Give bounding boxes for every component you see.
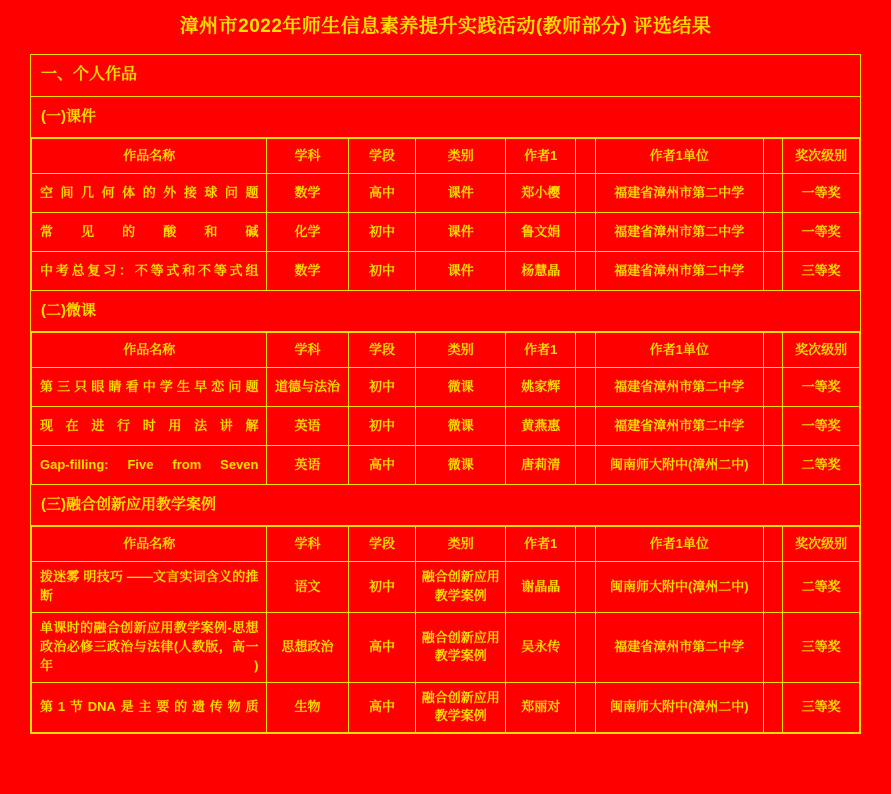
table-row	[32, 682, 860, 733]
cell-author: 谢晶晶	[506, 562, 576, 613]
cell-stage: 初中	[348, 407, 416, 446]
cell-award: 三等奖	[783, 252, 860, 291]
cell-award: 一等奖	[783, 407, 860, 446]
courseware-table	[31, 138, 860, 291]
column-header-blank2	[763, 139, 783, 174]
table-row	[32, 446, 860, 485]
column-header-unit: 作者1单位	[596, 139, 764, 174]
cell-name: 第1节DNA是主要的遗传物质	[32, 682, 267, 733]
column-header-subject: 学科	[267, 139, 348, 174]
cell-blank2	[763, 682, 783, 733]
cell-subject: 数学	[267, 174, 348, 213]
cell-unit: 闽南师大附中(漳州二中)	[596, 562, 764, 613]
cell-blank1	[576, 174, 596, 213]
column-header-blank2	[763, 333, 783, 368]
cell-blank1	[576, 213, 596, 252]
column-header-name: 作品名称	[32, 527, 267, 562]
cell-award: 一等奖	[783, 213, 860, 252]
cell-blank2	[763, 562, 783, 613]
cell-subject: 数学	[267, 252, 348, 291]
cell-subject: 化学	[267, 213, 348, 252]
column-header-name: 作品名称	[32, 139, 267, 174]
cell-award: 二等奖	[783, 446, 860, 485]
cell-type: 课件	[416, 252, 506, 291]
cell-name: 现在进行时用法讲解	[32, 407, 267, 446]
cell-unit: 福建省漳州市第二中学	[596, 174, 764, 213]
column-header-stage: 学段	[348, 527, 416, 562]
cell-author: 鲁文娟	[506, 213, 576, 252]
cell-blank1	[576, 613, 596, 683]
integration-case-table	[31, 526, 860, 733]
column-header-author: 作者1	[506, 139, 576, 174]
cell-name: 第三只眼睛看中学生早恋问题	[32, 368, 267, 407]
column-header-type: 类别	[416, 139, 506, 174]
cell-subject: 英语	[267, 446, 348, 485]
cell-stage: 高中	[348, 446, 416, 485]
cell-type: 微课	[416, 446, 506, 485]
cell-unit: 闽南师大附中(漳州二中)	[596, 446, 764, 485]
cell-subject: 语文	[267, 562, 348, 613]
table-row	[32, 252, 860, 291]
cell-subject: 思想政治	[267, 613, 348, 683]
cell-stage: 高中	[348, 174, 416, 213]
table-row	[32, 407, 860, 446]
subsection-heading-microlesson: (二)微课	[31, 291, 860, 332]
cell-author: 唐莉清	[506, 446, 576, 485]
section-heading-individual: 一、个人作品	[31, 55, 860, 97]
subsection-heading-courseware: (一)课件	[31, 97, 860, 138]
cell-unit: 福建省漳州市第二中学	[596, 368, 764, 407]
page-title: 漳州市2022年师生信息素养提升实践活动(教师部分) 评选结果	[179, 16, 712, 37]
cell-type: 融合创新应用教学案例	[416, 613, 506, 683]
cell-blank2	[763, 213, 783, 252]
cell-blank1	[576, 252, 596, 291]
cell-unit: 闽南师大附中(漳州二中)	[596, 682, 764, 733]
column-header-type: 类别	[416, 527, 506, 562]
cell-name: 空间几何体的外接球问题	[32, 174, 267, 213]
column-header-author: 作者1	[506, 333, 576, 368]
cell-name: Gap-filling: Five from Seven	[32, 446, 267, 485]
cell-award: 三等奖	[783, 613, 860, 683]
cell-blank1	[576, 562, 596, 613]
column-header-subject: 学科	[267, 527, 348, 562]
cell-blank1	[576, 407, 596, 446]
cell-blank2	[763, 252, 783, 291]
results-container	[30, 54, 861, 734]
cell-unit: 福建省漳州市第二中学	[596, 252, 764, 291]
subsection-heading-integration-case: (三)融合创新应用教学案例	[31, 485, 860, 526]
cell-subject: 英语	[267, 407, 348, 446]
cell-blank2	[763, 368, 783, 407]
table-header-row	[32, 139, 860, 174]
cell-name: 拨迷雾 明技巧 ——文言实词含义的推断	[32, 562, 267, 613]
cell-name: 中考总复习：不等式和不等式组	[32, 252, 267, 291]
column-header-blank1	[576, 333, 596, 368]
column-header-award: 奖次级别	[783, 139, 860, 174]
cell-type: 课件	[416, 213, 506, 252]
column-header-blank1	[576, 139, 596, 174]
table-row	[32, 213, 860, 252]
cell-author: 姚家辉	[506, 368, 576, 407]
cell-award: 一等奖	[783, 368, 860, 407]
cell-author: 杨慧晶	[506, 252, 576, 291]
cell-blank1	[576, 682, 596, 733]
cell-subject: 生物	[267, 682, 348, 733]
table-header-row	[32, 333, 860, 368]
cell-award: 三等奖	[783, 682, 860, 733]
table-row	[32, 562, 860, 613]
column-header-unit: 作者1单位	[596, 527, 764, 562]
cell-stage: 高中	[348, 613, 416, 683]
cell-stage: 初中	[348, 562, 416, 613]
column-header-name: 作品名称	[32, 333, 267, 368]
cell-blank2	[763, 613, 783, 683]
column-header-stage: 学段	[348, 139, 416, 174]
cell-blank1	[576, 368, 596, 407]
cell-author: 郑小樱	[506, 174, 576, 213]
cell-blank2	[763, 174, 783, 213]
column-header-award: 奖次级别	[783, 333, 860, 368]
column-header-unit: 作者1单位	[596, 333, 764, 368]
microlesson-table	[31, 332, 860, 485]
cell-type: 融合创新应用教学案例	[416, 682, 506, 733]
cell-type: 微课	[416, 407, 506, 446]
cell-subject: 道德与法治	[267, 368, 348, 407]
cell-name: 单课时的融合创新应用教学案例-思想政治必修三政治与法律(人教版，高一年)	[32, 613, 267, 683]
column-header-blank2	[763, 527, 783, 562]
cell-type: 微课	[416, 368, 506, 407]
table-header-row	[32, 527, 860, 562]
column-header-subject: 学科	[267, 333, 348, 368]
table-row	[32, 613, 860, 683]
cell-blank1	[576, 446, 596, 485]
table-row	[32, 368, 860, 407]
column-header-blank1	[576, 527, 596, 562]
cell-unit: 福建省漳州市第二中学	[596, 213, 764, 252]
cell-name: 常见的酸和碱	[32, 213, 267, 252]
cell-author: 郑丽对	[506, 682, 576, 733]
column-header-author: 作者1	[506, 527, 576, 562]
cell-award: 一等奖	[783, 174, 860, 213]
cell-stage: 初中	[348, 368, 416, 407]
cell-award: 二等奖	[783, 562, 860, 613]
cell-stage: 初中	[348, 252, 416, 291]
cell-stage: 高中	[348, 682, 416, 733]
table-row	[32, 174, 860, 213]
cell-blank2	[763, 446, 783, 485]
cell-type: 融合创新应用教学案例	[416, 562, 506, 613]
cell-unit: 福建省漳州市第二中学	[596, 407, 764, 446]
cell-author: 黄燕惠	[506, 407, 576, 446]
cell-stage: 初中	[348, 213, 416, 252]
cell-type: 课件	[416, 174, 506, 213]
cell-author: 吴永传	[506, 613, 576, 683]
cell-blank2	[763, 407, 783, 446]
column-header-type: 类别	[416, 333, 506, 368]
cell-unit: 福建省漳州市第二中学	[596, 613, 764, 683]
column-header-stage: 学段	[348, 333, 416, 368]
column-header-award: 奖次级别	[783, 527, 860, 562]
